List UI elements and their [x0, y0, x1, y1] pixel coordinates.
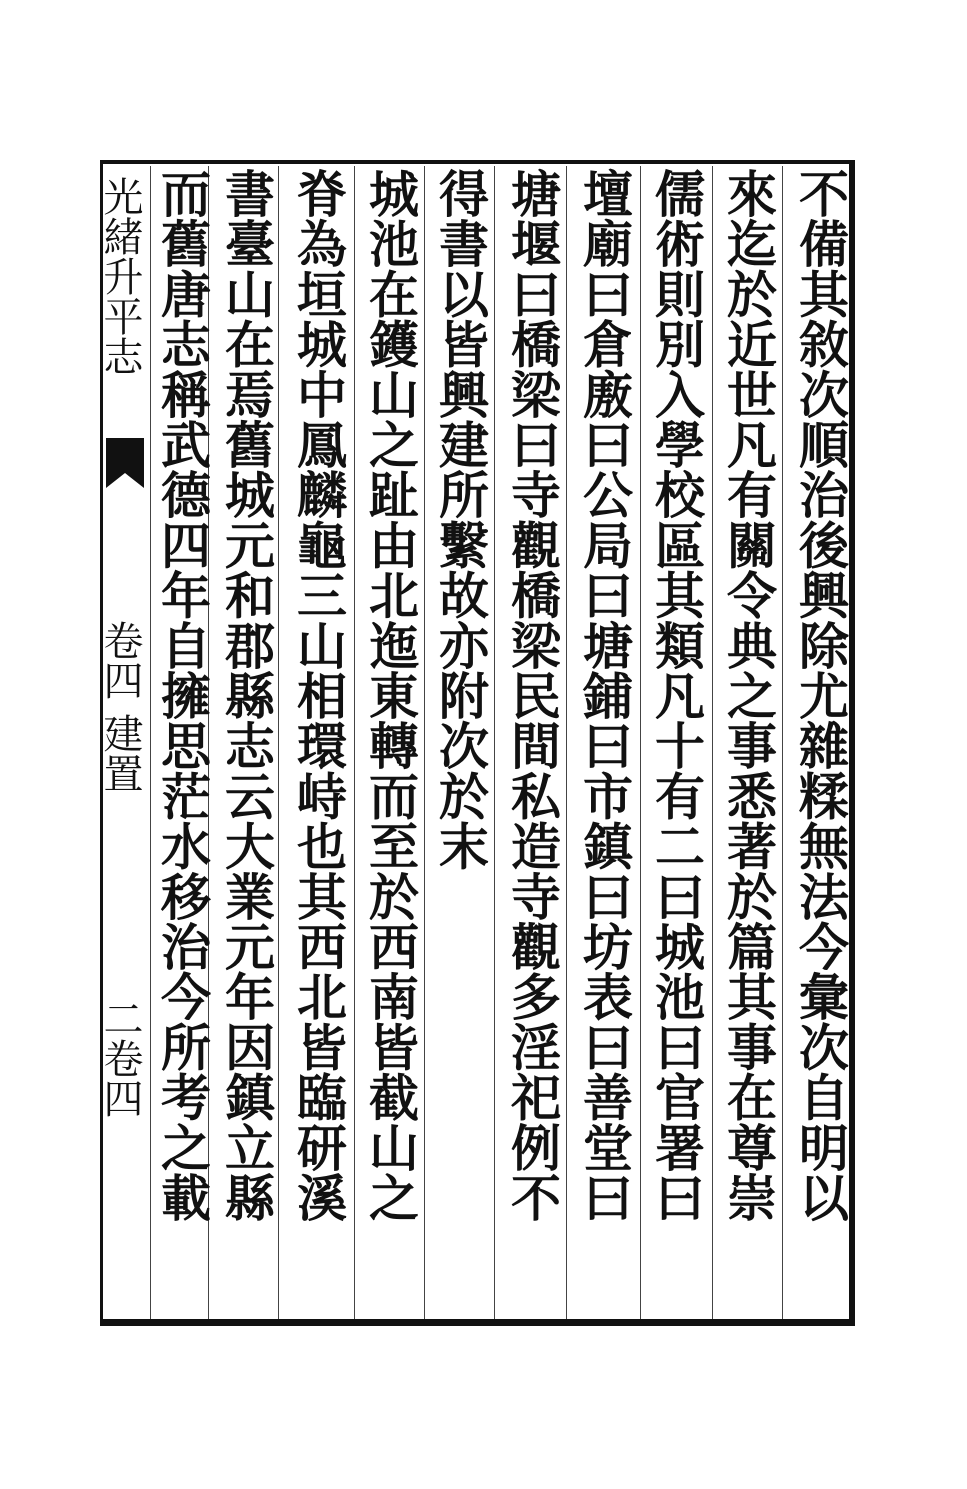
text-column-3: 儒術則別入學校區其類凡十有二曰城池曰官署曰 — [647, 168, 706, 1223]
column-divider — [782, 166, 783, 1319]
margin-title: 光緒升平志 — [97, 176, 143, 376]
text-column-6: 得書以皆興建所繫故亦附次於末 — [431, 168, 490, 871]
column-divider — [150, 166, 151, 1319]
text-column-9: 書臺山在焉舊城元和郡縣志云大業元年因鎮立縣 — [217, 168, 276, 1223]
column-divider — [712, 166, 713, 1319]
column-divider — [566, 166, 567, 1319]
text-column-10: 而舊唐志稱武德四年自擁思茫水移治今所考之載 — [153, 168, 212, 1223]
column-divider — [424, 166, 425, 1319]
text-column-4: 壇廟曰倉廒曰公局曰塘鋪曰市鎮曰坊表曰善堂曰 — [575, 168, 634, 1223]
column-divider — [494, 166, 495, 1319]
margin-section: 卷四 建置 — [97, 620, 143, 793]
folio-number: 二卷四 — [97, 998, 143, 1118]
text-column-8: 脊為垣城中鳳麟龜三山相環峙也其西北皆臨研溪 — [289, 168, 348, 1223]
column-divider — [354, 166, 355, 1319]
text-column-1: 不備其敘次順治後興除尤雜糅無法今彙次自明以 — [791, 168, 850, 1223]
text-column-5: 塘堰曰橋梁曰寺觀橋梁民間私造寺觀多淫祀例不 — [503, 168, 562, 1223]
column-divider — [278, 166, 279, 1319]
text-column-2: 來迄於近世凡有關令典之事悉著於篇其事在尊崇 — [719, 168, 778, 1223]
text-column-7: 城池在鑊山之趾由北迤東轉而至於西南皆截山之 — [361, 168, 420, 1223]
column-divider — [640, 166, 641, 1319]
